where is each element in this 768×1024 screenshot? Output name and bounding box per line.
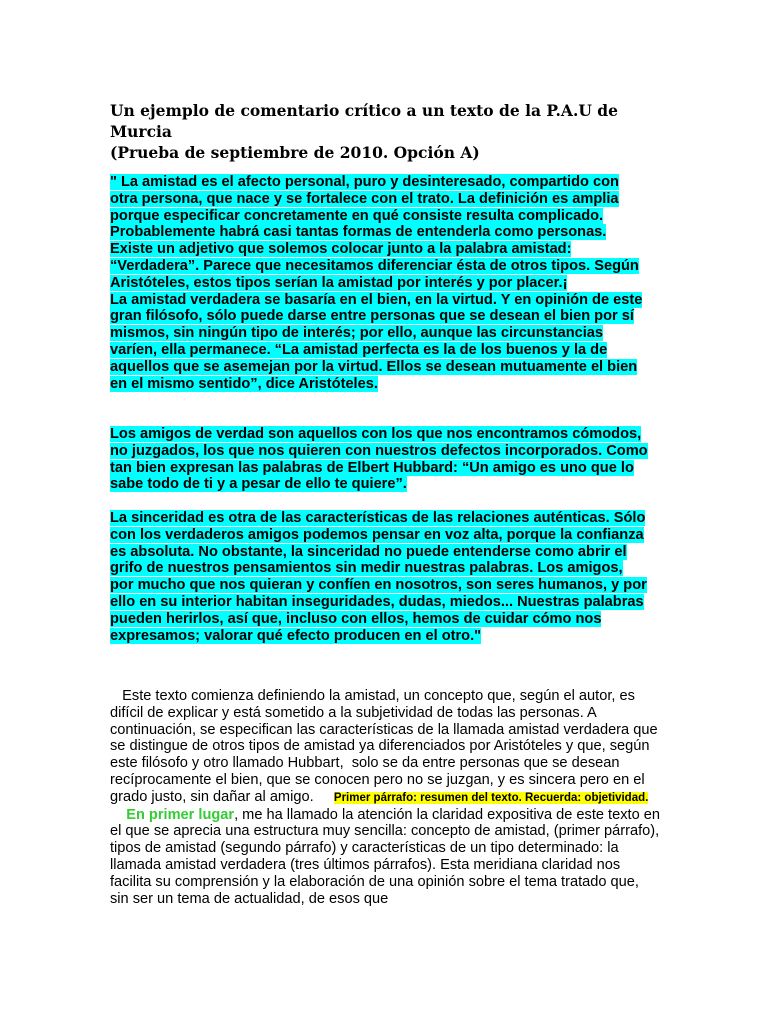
commentary-block: [110, 688, 660, 907]
title-line-2: (Prueba de septiembre de 2010. Opción A): [110, 143, 480, 162]
quote-paragraph-3: La amistad verdadera se basaría en el bien, en la virtud. Y en opinión de este gran filósofo, sólo puede darse entre personas que se desean el bien por sí mismos, sin ningún tipo de interés; por ello, aunque las circunstancias varíen, ella permanece. “La amistad perfecta es la de los buenos y la de aquellos que se asemejan por la virtud. Ellos se desean mutuamente el bien en el mismo sentido”, dice Aristóteles.: [110, 291, 643, 392]
quote-paragraph-5: La sinceridad es otra de las características de las relaciones auténticas. Sólo con los verdaderos amigos podemos pensar en voz alta, porque la confianza es absoluta. No obstante, la sinceridad no puede entenderse como abrir el grifo de nuestros pensamientos sin medir nuestras palabras. Los amigos, por mucho que nos quieran y confíen en nosotros, son seres humanos, y por ello en su interior habitan inseguridades, dudas, miedos... Nuestras palabras pueden herirlos, así que, incluso con ellos, hemos de cuidar cómo nos expresamos; valorar qué efecto producen en el otro.": [110, 510, 647, 644]
commentary-paragraph-1: Este texto comienza definiendo la amistad, un concepto que, según el autor, es difícil de explicar y está sometido a la subjetividad de todas las personas. A continuación, se especifican las características de la llamada amistad verdadera que se distingue de otros tipos de amistad ya diferenciados por Aristóteles y que, según este filósofo y otro llamado Hubbart, solo se da entre personas que se desean recíprocamente el bien, que se conocen pero no se juzgan, y es sincera pero en el grado justo, sin dañar al amigo. Primer párrafo: resumen del texto. Recuerda: objetividad.: [110, 688, 662, 805]
title-line-1: Un ejemplo de comentario crítico a un texto de la P.A.U de Murcia: [110, 101, 618, 141]
document-title: [110, 100, 670, 163]
quoted-text-block-1: [110, 174, 650, 392]
quote-paragraph-1: " La amistad es el afecto personal, puro y desinteresado, compartido con otra persona, que nace y se fortalece con el trato. La definición es amplia porque especificar concretamente en qué consiste resulta complicado. Probablemente habrá casi tantas formas de entenderla como personas.: [110, 174, 619, 241]
connector-highlight: En primer lugar: [126, 806, 235, 823]
margin-note-summary: Primer párrafo: resumen del texto. Recuerda: objetividad.: [333, 791, 649, 804]
quote-paragraph-2: Existe un adjetivo que solemos colocar junto a la palabra amistad: “Verdadera”. Parece que necesitamos diferenciar ésta de otros tipos. Según Aristóteles, estos tipos serían la amistad por interés y por placer.¡: [110, 241, 639, 291]
quote-paragraph-4: Los amigos de verdad son aquellos con los que nos encontramos cómodos, no juzgados, los que nos quieren con nuestros defectos incorporados. Como tan bien expresan las palabras de Elbert Hubbard: “Un amigo es uno que lo sabe todo de ti y a pesar de ello te quiere”.: [110, 426, 648, 493]
quoted-text-block-3: [110, 510, 650, 644]
commentary-paragraph-2: En primer lugar, me ha llamado la atención la claridad expositiva de este texto en el que se aprecia una estructura muy sencilla: concepto de amistad, (primer párrafo), tipos de amistad (segundo párrafo) y características de un tipo determinado: la llamada amistad verdadera (tres últimos párrafos). Esta meridiana claridad nos facilita su comprensión y la elaboración de una opinión sobre el tema tratado que, sin ser un tema de actualidad, de esos que: [110, 806, 660, 907]
quoted-text-block-2: [110, 426, 650, 493]
